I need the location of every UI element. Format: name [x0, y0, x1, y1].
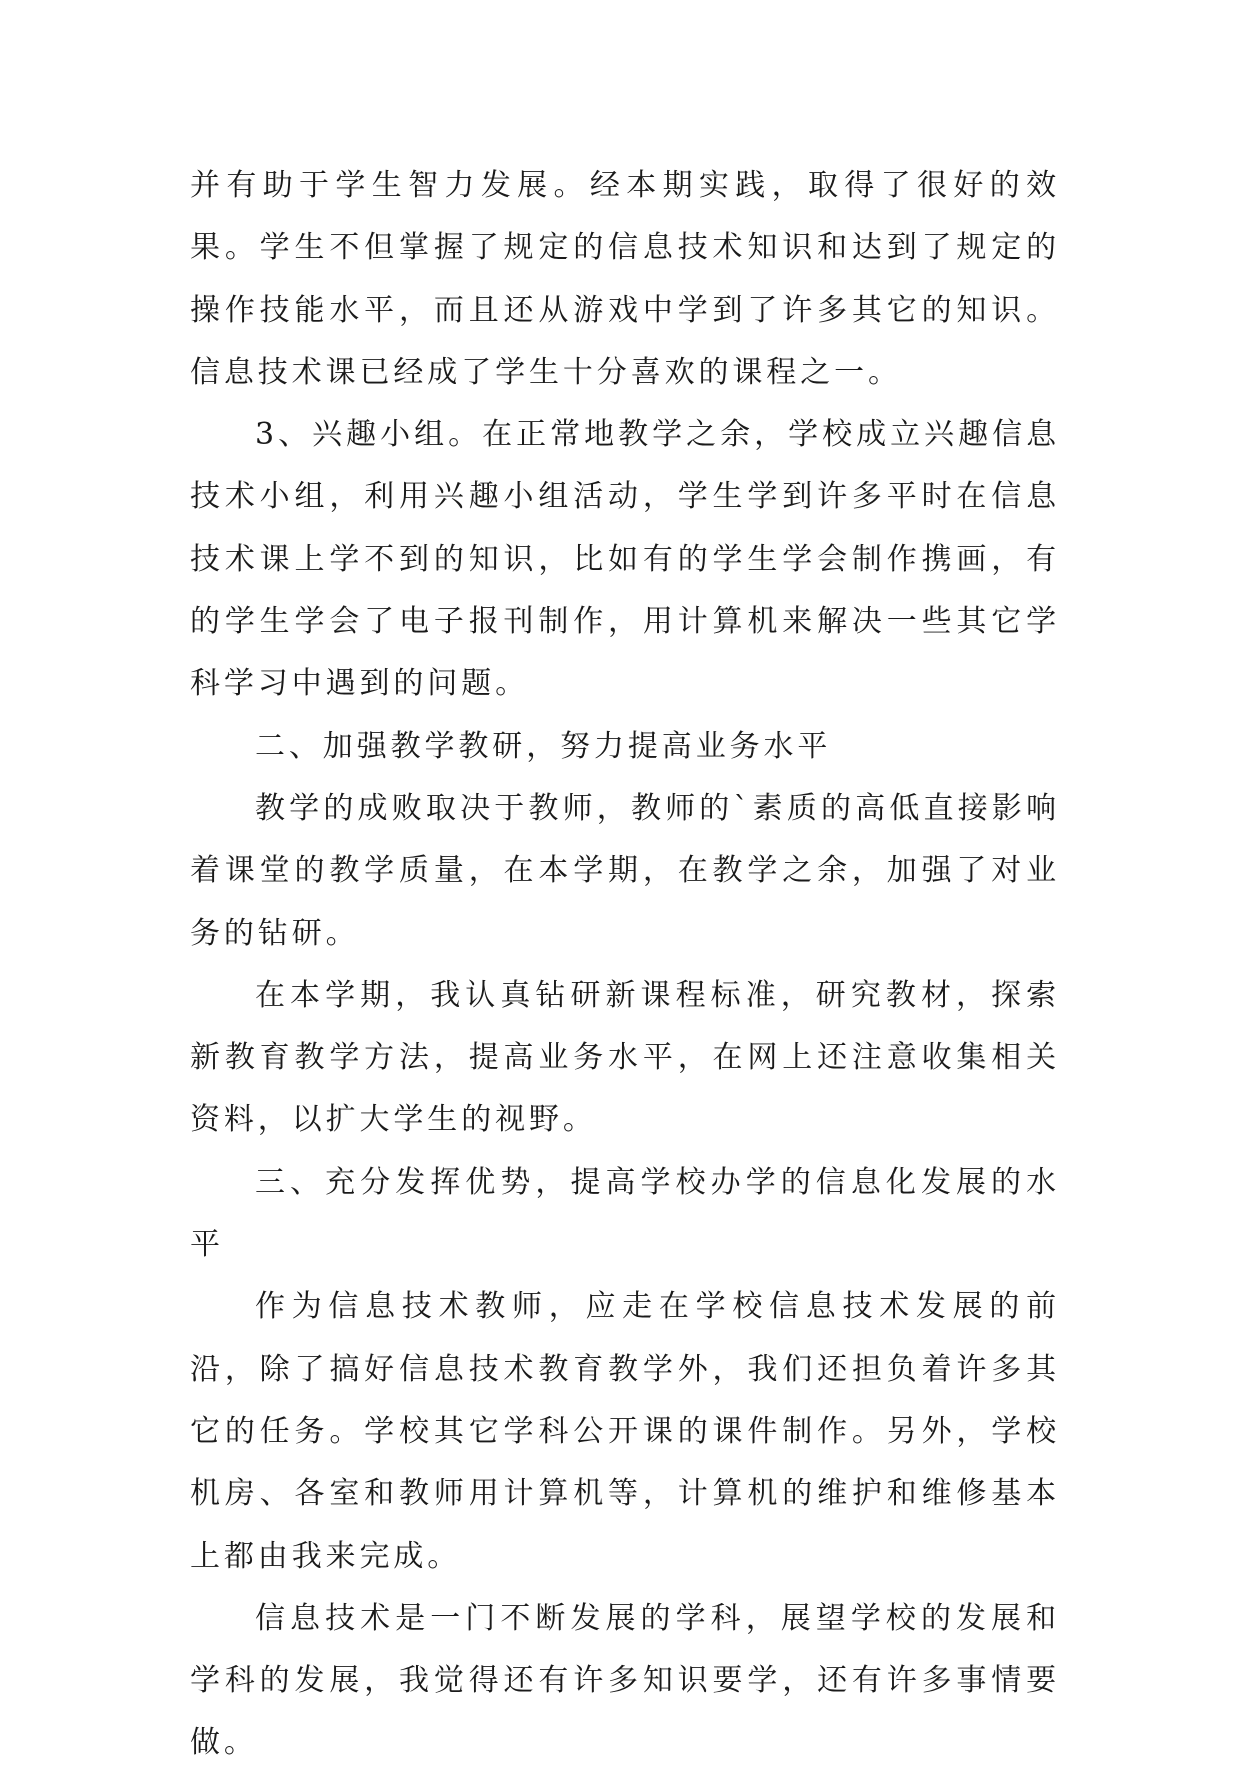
paragraph-1: 并有助于学生智力发展。经本期实践，取得了很好的效果。学生不但掌握了规定的信息技术知识和达到了规定的操作技能水平，而且还从游戏中学到了许多其它的知识。信息技术课已经成了学生十分喜欢的课程之一。 — [190, 168, 1060, 390]
paragraph-5: 作为信息技术教师，应走在学校信息技术发展的前沿，除了搞好信息技术教育教学外，我们还担负着许多其它的任务。学校其它学科公开课的课件制作。另外，学校机房、各室和教师用计算机等，计算机的维护和维修基本上都由我来完成。 — [190, 1289, 1060, 1574]
section-heading-3: 三、充分发挥优势，提高学校办学的信息化发展的水平 — [190, 1164, 1060, 1263]
section-heading-2: 二、加强教学教研，努力提高业务水平 — [255, 728, 832, 764]
paragraph-3: 教学的成败取决于教师，教师的`素质的高低直接影响着课堂的教学质量，在本学期，在教学之余，加强了对业务的钻研。 — [190, 790, 1060, 951]
paragraph-4: 在本学期，我认真钻研新课程标准，研究教材，探索新教育教学方法，提高业务水平，在网上还注意收集相关资料，以扩大学生的视野。 — [190, 977, 1060, 1138]
paragraph-6: 信息技术是一门不断发展的学科，展望学校的发展和学科的发展，我觉得还有许多知识要学，还有许多事情要做。 — [190, 1600, 1060, 1761]
paragraph-2: 3、兴趣小组。在正常地教学之余，学校成立兴趣信息技术小组，利用兴趣小组活动，学生学到许多平时在信息技术课上学不到的知识，比如有的学生学会制作携画，有的学生学会了电子报刊制作，用计算机来解决一些其它学科学习中遇到的问题。 — [190, 417, 1060, 702]
document-body — [190, 155, 1060, 1775]
